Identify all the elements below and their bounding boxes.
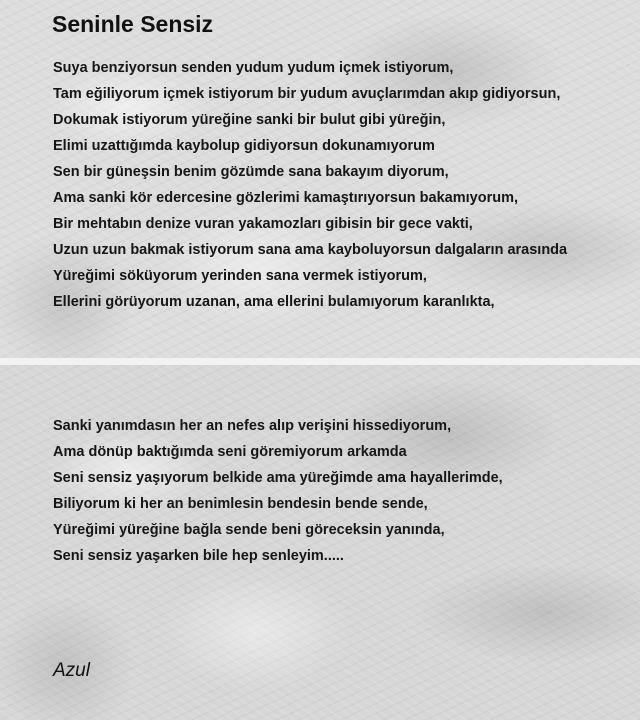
poem-line: Yüreğimi söküyorum yerinden sana vermek istiyorum,	[53, 268, 427, 284]
poem-line: Dokumak istiyorum yüreğine sanki bir bulut gibi yüreğin,	[53, 112, 446, 128]
stanza-1	[53, 55, 567, 315]
poem-line: Yüreğimi yüreğine bağla sende beni göreceksin yanında,	[53, 522, 445, 538]
poem-line: Seni sensiz yaşıyorum belkide ama yüreğimde ama hayallerimde,	[53, 470, 503, 486]
poem-line: Bir mehtabın denize vuran yakamozları gibisin bir gece vakti,	[53, 216, 473, 232]
poem-line: Tam eğiliyorum içmek istiyorum bir yudum avuçlarımdan akıp gidiyorsun,	[53, 86, 561, 102]
poem-line: Elimi uzattığımda kaybolup gidiyorsun dokunamıyorum	[53, 138, 435, 154]
poem-line: Ama sanki kör edercesine gözlerimi kamaştırıyorsun bakamıyorum,	[53, 190, 518, 206]
poem-title: Seninle Sensiz	[52, 11, 214, 37]
section-divider	[0, 358, 640, 365]
poem-line: Suya benziyorsun senden yudum yudum içmek istiyorum,	[53, 60, 454, 76]
poem-line: Ama dönüp baktığımda seni göremiyorum arkamda	[53, 444, 407, 460]
stanza-2	[53, 413, 503, 569]
poem-line: Ellerini görüyorum uzanan, ama ellerini bulamıyorum karanlıkta,	[53, 294, 495, 310]
poem-line: Sanki yanımdasın her an nefes alıp verişini hissediyorum,	[53, 418, 452, 434]
poem-author: Azul	[53, 660, 90, 681]
poem-line: Sen bir güneşsin benim gözümde sana bakayım diyorum,	[53, 164, 449, 180]
poem-line: Seni sensiz yaşarken bile hep senleyim.....	[53, 548, 344, 564]
poem-line: Biliyorum ki her an benimlesin bendesin bende sende,	[53, 496, 428, 512]
poem-line: Uzun uzun bakmak istiyorum sana ama kayboluyorsun dalgaların arasında	[53, 242, 568, 258]
